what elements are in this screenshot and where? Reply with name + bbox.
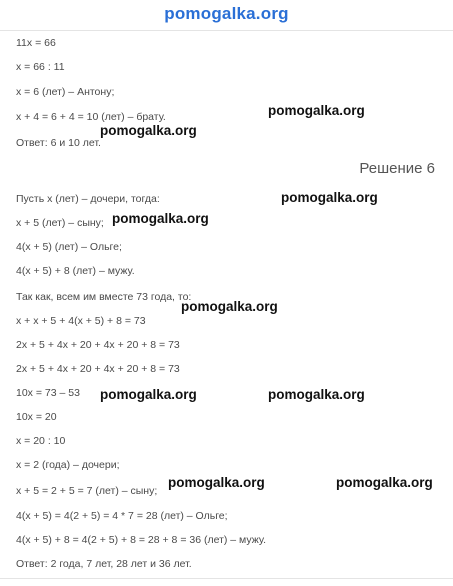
section-title: Решение 6 — [359, 160, 435, 177]
site-header — [0, 0, 453, 31]
answer-line: Ответ: 6 и 10 лет. — [16, 137, 101, 149]
equation-line: x = 66 : 11 — [16, 61, 65, 73]
answer-line: Ответ: 2 года, 7 лет, 28 лет и 36 лет. — [16, 558, 192, 570]
watermark: pomogalka.org — [268, 387, 365, 402]
watermark: pomogalka.org — [168, 475, 265, 490]
equation-line: 10x = 20 — [16, 411, 57, 423]
watermark: pomogalka.org — [100, 387, 197, 402]
equation-line: 11x = 66 — [16, 37, 56, 49]
watermark: pomogalka.org — [100, 123, 197, 138]
equation-line: x + x + 5 + 4(x + 5) + 8 = 73 — [16, 315, 146, 327]
equation-line: x = 20 : 10 — [16, 435, 66, 447]
watermark: pomogalka.org — [181, 299, 278, 314]
equation-line: 10x = 73 – 53 — [16, 387, 80, 399]
watermark: pomogalka.org — [268, 103, 365, 118]
equation-line: 4(x + 5) (лет) – Ольге; — [16, 241, 122, 253]
equation-line: 4(x + 5) = 4(2 + 5) = 4 * 7 = 28 (лет) – Ольге; — [16, 510, 228, 522]
equation-line: x = 6 (лет) – Антону; — [16, 86, 115, 98]
equation-line: 2x + 5 + 4x + 20 + 4x + 20 + 8 = 73 — [16, 363, 180, 375]
equation-line: x + 4 = 6 + 4 = 10 (лет) – брату. — [16, 111, 166, 123]
equation-line: 4(x + 5) + 8 = 4(2 + 5) + 8 = 28 + 8 = 36 (лет) – мужу. — [16, 534, 267, 546]
divider — [0, 578, 453, 579]
equation-line: 4(x + 5) + 8 (лет) – мужу. — [16, 265, 135, 277]
text-line: Пусть x (лет) – дочери, тогда: — [16, 193, 160, 205]
equation-line: x = 2 (года) – дочери; — [16, 459, 120, 471]
equation-line: x + 5 = 2 + 5 = 7 (лет) – сыну; — [16, 485, 158, 497]
watermark: pomogalka.org — [336, 475, 433, 490]
equation-line: 2x + 5 + 4x + 20 + 4x + 20 + 8 = 73 — [16, 339, 180, 351]
watermark: pomogalka.org — [281, 190, 378, 205]
text-line: Так как, всем им вместе 73 года, то: — [16, 291, 192, 303]
equation-line: x + 5 (лет) – сыну; — [16, 217, 104, 229]
watermark: pomogalka.org — [112, 211, 209, 226]
site-logo[interactable]: pomogalka.org — [164, 4, 289, 23]
